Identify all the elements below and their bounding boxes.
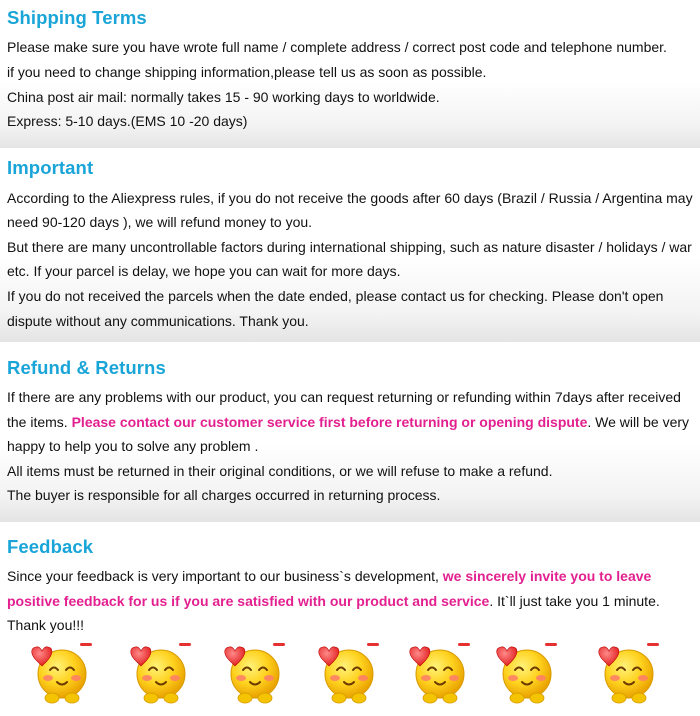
blushing-smiley-with-heart-icon bbox=[26, 640, 98, 712]
feedback-line-2 bbox=[7, 593, 660, 609]
feedback-line-1 bbox=[7, 568, 651, 584]
feedback-line-2-end: . It`ll just take you 1 minute. bbox=[489, 593, 660, 609]
refund-line-2-start: the items. bbox=[7, 414, 72, 430]
blushing-smiley-with-heart-icon bbox=[491, 640, 563, 712]
feedback-invite-highlight: we sincerely invite you to leave bbox=[442, 568, 652, 584]
shipping-line-2: if you need to change shipping information,please tell us as soon as possible. bbox=[7, 64, 487, 80]
refund-line-2-end: . We will be very bbox=[587, 414, 690, 430]
important-line-3: But there are many uncontrollable factors during international shipping, such as nature disaster / holidays / war bbox=[7, 239, 692, 255]
blushing-smiley-with-heart-icon bbox=[219, 640, 291, 712]
refund-contact-highlight: Please contact our customer service first before returning or opening dispute bbox=[71, 414, 588, 430]
important-line-2: need 90-120 days ), we will refund money to you. bbox=[7, 214, 313, 230]
feedback-line-1-start: Since your feedback is very important to our business`s development, bbox=[7, 568, 443, 584]
blushing-smiley-with-heart-icon bbox=[404, 640, 476, 712]
blushing-smiley-with-heart-icon bbox=[125, 640, 197, 712]
refund-line-2 bbox=[7, 414, 689, 430]
emoji-row bbox=[0, 640, 700, 716]
shipping-line-1: Please make sure you have wrote full name / complete address / correct post code and telephone number. bbox=[7, 39, 667, 55]
shipping-line-4: Express: 5-10 days.(EMS 10 -20 days) bbox=[7, 113, 248, 129]
blushing-smiley-with-heart-icon bbox=[593, 640, 665, 712]
important-section bbox=[0, 150, 700, 342]
shipping-terms-heading: Shipping Terms bbox=[7, 7, 147, 28]
shipping-terms-section bbox=[0, 0, 700, 148]
refund-returns-section bbox=[0, 350, 700, 522]
feedback-heading: Feedback bbox=[7, 536, 94, 557]
important-line-1: According to the Aliexpress rules, if you do not receive the goods after 60 days (Brazil / Russia / Argentina may bbox=[7, 190, 693, 206]
refund-line-1: If there are any problems with our product, you can request returning or refunding within 7days after received bbox=[7, 389, 681, 405]
refund-line-5: The buyer is responsible for all charges occurred in returning process. bbox=[7, 487, 441, 503]
feedback-positive-highlight: positive feedback for us if you are satisfied with our product and service bbox=[7, 593, 490, 609]
shipping-line-3: China post air mail: normally takes 15 - 90 working days to worldwide. bbox=[7, 89, 440, 105]
refund-line-4: All items must be returned in their original conditions, or we will refuse to make a refund. bbox=[7, 463, 553, 479]
important-line-6: dispute without any communications. Thank you. bbox=[7, 313, 309, 329]
refund-line-3: happy to help you to solve any problem . bbox=[7, 438, 259, 454]
blushing-smiley-with-heart-icon bbox=[313, 640, 385, 712]
important-line-5: If you do not received the parcels when the date ended, please contact us for checking. Please don't open bbox=[7, 288, 664, 304]
feedback-line-3: Thank you!!! bbox=[7, 617, 85, 633]
important-line-4: etc. If your parcel is delay, we hope you can wait for more days. bbox=[7, 263, 401, 279]
refund-returns-heading: Refund & Returns bbox=[7, 357, 166, 378]
important-heading: Important bbox=[7, 157, 94, 178]
